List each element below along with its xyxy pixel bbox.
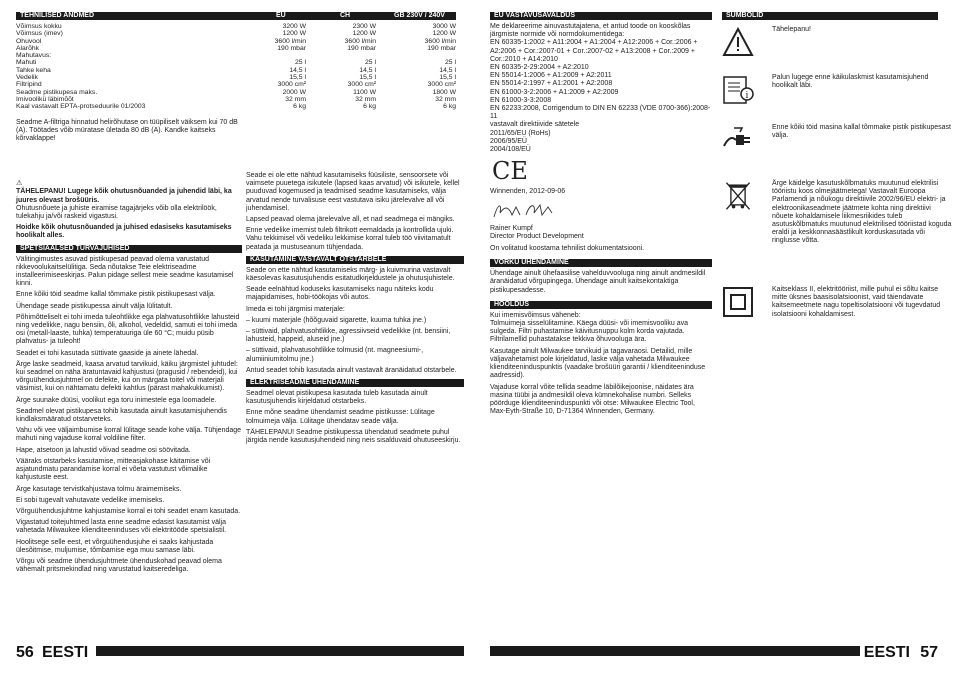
elec-paragraph: Seadmel olevat pistikupesa kasutada tuleb kasutada ainult kasutusjuhendis kirjeldatud otstarbeks. bbox=[246, 390, 428, 406]
elec-title: ELEKTRISEADME ÜHENDAMINE bbox=[246, 379, 464, 387]
spec-cell-eu: 15,5 l bbox=[289, 74, 306, 82]
safety-paragraph: Seadet ei tohi kasutada süttivate gaaside ja ainete lähedal. bbox=[16, 349, 199, 357]
left-col-a bbox=[16, 172, 242, 577]
spec-cell-gb: 25 l bbox=[445, 59, 456, 67]
spec-cell-eu: 1200 W bbox=[282, 30, 306, 38]
symbol-text-class-ii: Kaitseklass II, elektritööriist, mille puhul ei sõltu kaitse mitte üksnes baasisolatsioonist, vaid täiendavate kaitsemeetmete nagu topeltisolatsiooni või tugevdatud isolatsiooni kohaldamisest. bbox=[772, 286, 941, 318]
spec-cell-ch: 190 mbar bbox=[347, 44, 376, 52]
eu-text: Me deklareerime ainuvastutajatena, et antud toode on kooskõlas järgmiste normide või normdokumentidega: EN 60335-1:2002 + A11:2004 + A1:2004 + A12:2006 + Cor.:2006 + A2:2006 + Cor.:2007-01 + Cor.:2007-02 + A13:2008 + Cor.:2009 + Cor.:2010 + A14:2010 EN 60335-2-29:2004 + A2:2010 EN 55014-1:2006 + A1:2009 + A2:2011 EN 55014-2:1997 + A1:2001 + A2:2008 EN 61000-3-2:2006 + A1:2009 + A2:2009 EN 61000-3-3:2008 EN 62233:2008, Corrigendum to DIN EN 62233 (VDE 0700-366):2008-11 vastavalt direktiivide sätetele 2011/65/EU (RoHs) 2006/95/EÜ 2004/108/EÜ bbox=[490, 23, 711, 154]
spec-cell-label: Kaal vastavalt EPTA-protseduurile 01/2003 bbox=[16, 103, 146, 111]
spec-cell-gb: 32 mm bbox=[435, 95, 456, 103]
authorized-note: On volitatud koostama tehnilist dokumentatsiooni. bbox=[490, 245, 645, 253]
right-footer bbox=[490, 646, 938, 662]
maint-paragraph: Kui imemisvõimsus väheneb: Tolmuimeja sisselülitamine. Käega düüsi- või imemisvooliku ava sulgeda. Filtri puhastamise käivitusnuppu kolm korda vajutada. Filtrilamellid puhastatakse tekkiva õhuvooluga ära. bbox=[490, 311, 689, 344]
spec-row bbox=[16, 30, 456, 37]
symbols-title: SÜMBOLID bbox=[722, 12, 938, 20]
safety-paragraph: Seadmel olevat pistikupesa tohib kasutada ainult kasutamisjuhendis kindlaksmääratud otstarveteks. bbox=[16, 407, 227, 424]
signature bbox=[490, 199, 560, 221]
safety-paragraphs bbox=[16, 256, 242, 575]
intro-paragraphs bbox=[246, 172, 464, 252]
warning-keep: Hoidke kõik ohutusnõuanded ja juhised edasiseks kasutamiseks hoolikalt alles. bbox=[16, 224, 232, 240]
spec-row bbox=[16, 81, 456, 88]
eu-title: EÜ VASTAVUSAVALDUS bbox=[490, 12, 712, 20]
spec-header bbox=[16, 12, 456, 20]
symbol-text-warning: Tähelepanu! bbox=[772, 26, 811, 33]
spec-cell-label: Tahke keha bbox=[16, 66, 51, 74]
spec-cell-ch: 1100 W bbox=[353, 88, 376, 96]
symbol-row-manual bbox=[722, 74, 938, 124]
spec-col-gb: GB 230V / 240V bbox=[394, 12, 445, 19]
spec-cell-eu: 14,5 l bbox=[289, 66, 306, 74]
spec-cell-gb: 3600 l/min bbox=[424, 37, 456, 45]
safety-paragraph: Hape, atsetoon ja lahustid võivad seadme osi söövitada. bbox=[16, 446, 191, 454]
noise-note: Seadme A-filtriga hinnatud helirõhutase on tüüpiliselt väiksem kui 70 dB (A). Töötades võib müratase ületada 80 dB (A). Kandke kaitseks kõrvaklappe! bbox=[16, 118, 238, 142]
symbol-text-weee: Ärge käidelge kasutuskõlbmatuks muutunud elektrilisi tööriistu koos olmejäätmetega! Vastavalt Euroopa Parlamendi ja nõukogu direktiivile 2002/96/EÜ elektri- ja elektroonikaseadmete jäätmete kohta ning direktiivi nõuete kohaldamisele liikmesriikides tuleb asutuskõlbmatuks muutunud elektrilised tööriistad koguda eraldi ja keskkonnasäästlikult korduskasutada või ringlusse võtta. bbox=[772, 180, 952, 245]
intro-paragraph: Enne vedelike imemist tuleb filtrikott eemaldada ja kontrollida ujuki. Vahu tekkimisel või vedeliku lekkimise korral tuleb töö viivitamatult peatada ja mustuseanum tühjendada. bbox=[246, 227, 454, 251]
safety-paragraph: Välitingimustes asuvad pistikupesad peavad olema varustatud rikkevoolukaitselülitiga. Seda nõutakse Teie elektriseadme installeerimiseeskirjas. Palun pidage sellest meie seadme kasutamisel kinni. bbox=[16, 255, 234, 288]
safety-paragraph: Ärge laske seadmeid, kaasa arvatud tarvikuid, käiku järgmistel juhtudel: kui seadmel on näha äratuntavaid kahjustusi (pragusid / rebendeid), kui võrguühendusjuhtmel on defekte, kui on märgata toitel või materjali väsimist, kui on nähtamatu defekti kahtlus (pärast mahakukkumist). bbox=[16, 360, 238, 393]
left-page-number: 56 bbox=[16, 644, 34, 661]
warning-text: Ohutusnõuete ja juhiste eiramise tagajärjeks võib olla elektrilöök, tulekahju ja/või raskeid vigastusi. bbox=[16, 204, 217, 221]
warning-bold: TÄHELEPANU! Lugege kõik ohutusnõuanded ja juhendid läbi, ka juures olevast brošüüris. bbox=[16, 188, 232, 204]
spec-cell-gb: 190 mbar bbox=[427, 44, 456, 52]
usage-paragraph: Imeda ei tohi järgmisi materjale: bbox=[246, 305, 345, 313]
safety-paragraph: Vigastatud toitejuhtmed lasta enne seadme edasist kasutamist välja vahetada Milwaukee klienditeeninduses või elektritööde spetsialistil. bbox=[16, 519, 227, 535]
safety-paragraph: Põhimõtteliselt ei tohi imeda tuleohtlikke ega plahvatusohtlikke lahusteid ning vedelikke, nagu bensiin, õli, alkohol, vedeldid, samuti ei tohi imeda osi (metall-laaste, tuhka) temperatuuriga üle 60 °C; muidu püsib plahvatus- ja tuleoht! bbox=[16, 313, 240, 346]
safety-paragraph: Võrguühendusjuhtme kahjustamise korral ei tohi seadet enam kasutada. bbox=[16, 507, 241, 515]
spec-table bbox=[16, 23, 456, 111]
spec-cell-label: Seadme pistikupesa maks. bbox=[16, 88, 98, 96]
right-footer-bar bbox=[490, 646, 860, 656]
spec-row bbox=[16, 67, 456, 74]
safety-paragraph: Ei sobi tugevalt vahutavate vedelike imemiseks. bbox=[16, 496, 165, 504]
usage-paragraph: – kuumi materjale (hõõguvaid sigarette, kuuma tuhka jne.) bbox=[246, 316, 427, 324]
usage-title: KASUTAMINE VASTAVALT OTSTARBELE bbox=[246, 256, 464, 264]
spec-section bbox=[16, 12, 456, 146]
spec-cell-eu: 190 mbar bbox=[277, 44, 306, 52]
spec-col-ch: CH bbox=[340, 12, 351, 19]
elec-paragraph: TÄHELEPANU! Seadme pistikupessa ühendatud seadmete puhul järgida nende kasutusjuhendeid ning neis sisalduvaid ohutuseeskirju. bbox=[246, 428, 461, 445]
spec-cell-eu: 2000 W bbox=[282, 88, 306, 96]
weee-bin-icon bbox=[722, 180, 754, 212]
safety-title: SPETSIAALSED TURVAJUHISED bbox=[16, 245, 242, 253]
grid-title: VÕRKU ÜHENDAMINE bbox=[490, 259, 712, 267]
spec-cell-ch: 32 mm bbox=[355, 95, 376, 103]
spec-row bbox=[16, 74, 456, 81]
spec-cell-label: Mahutavus: bbox=[16, 52, 52, 60]
place-date: Winnenden, 2012-09-06 bbox=[490, 188, 566, 196]
spec-cell-eu bbox=[226, 52, 306, 59]
spec-cell-label: Võimsus kokku bbox=[16, 23, 62, 30]
spec-cell-ch bbox=[306, 52, 376, 59]
spec-cell-eu: 3600 l/min bbox=[274, 37, 306, 45]
spec-cell-ch: 15,5 l bbox=[359, 74, 376, 82]
safety-paragraph: Ärge suunake düüsi, voolikut ega toru inimestele ega loomadele. bbox=[16, 396, 217, 404]
symbol-text-manual: Palun lugege enne käikulaskmist kasutamisjuhend hoolikalt läbi. bbox=[772, 74, 929, 90]
usage-paragraph: – süttivaid, plahvatusohtlikke, agressiivseid vedelikke (nt. bensiini, lahusteid, happeid, aluseid jne.) bbox=[246, 328, 451, 344]
spec-row bbox=[16, 103, 456, 110]
spec-cell-ch: 2300 W bbox=[352, 23, 376, 30]
symbol-row-weee bbox=[722, 180, 952, 286]
unplug-icon bbox=[722, 124, 754, 156]
maint-paragraph: Vajaduse korral võite tellida seadme läbilõikejoonise, näidates ära masina tüübi ja andmesildil oleva kümnekohalise numbri. Selleks pöörduge klienditeeninduspunkti või otse: Milwaukee Electric Tool, Max-Eyth-Straße 10, D-71364 Winnenden, Germany. bbox=[490, 383, 695, 416]
spec-row bbox=[16, 38, 456, 45]
intro-paragraph: Lapsed peavad olema järelevalve all, et nad seadmega ei mängiks. bbox=[246, 216, 455, 224]
safety-paragraph: Vääraks otstarbeks kasutamise, mitteasjakohase käitamise või asjatundmatu parandamise korral ei võeta vastutust võimalike kahjustuste eest. bbox=[16, 457, 211, 482]
spec-cell-label: Võimsus (imev) bbox=[16, 30, 63, 38]
symbol-row-warning bbox=[722, 26, 938, 74]
spec-cell-gb: 6 kg bbox=[443, 103, 456, 111]
spec-cell-gb bbox=[376, 52, 456, 59]
usage-paragraph: Seade eelnähtud koduseks kasutamiseks nagu näiteks kodu majapidamises, hobi-töökojas või autos. bbox=[246, 286, 434, 302]
spec-cell-eu: 25 l bbox=[295, 59, 306, 67]
spec-row bbox=[16, 59, 456, 66]
spec-cell-gb: 1800 W bbox=[432, 88, 456, 96]
spec-cell-ch: 25 l bbox=[365, 59, 376, 67]
safety-paragraph: Vahu või vee väljaimbumise korral lülitage seade kohe välja. Tühjendage mahuti ning vajaduse korral voldiline filter. bbox=[16, 427, 242, 443]
right-page-number: 57 bbox=[920, 644, 938, 661]
spec-cell-eu: 3000 cm² bbox=[277, 81, 306, 89]
spec-row bbox=[16, 45, 456, 52]
left-col-b bbox=[246, 172, 464, 448]
usage-paragraph: Seade on ette nähtud kasutamiseks märg- ja kuivmurina vastavalt käesolevas kasutusjuhendis esitatudkirjeldustele ja ohutusjuhistele. bbox=[246, 266, 455, 283]
spec-cell-eu: 32 mm bbox=[285, 95, 306, 103]
spec-row bbox=[16, 96, 456, 103]
spec-cell-ch: 3000 cm² bbox=[347, 81, 376, 89]
spec-cell-ch: 1200 W bbox=[352, 30, 376, 38]
elec-paragraph: Enne mõne seadme ühendamist seadme pistikusse: Lülitage tolmuimeja välja. Lülitage ühendatav seade välja. bbox=[246, 409, 435, 425]
usage-paragraphs bbox=[246, 267, 464, 375]
spec-cell-gb: 15,5 l bbox=[439, 74, 456, 82]
left-footer bbox=[16, 646, 464, 662]
warning-icon: ⚠ bbox=[16, 180, 23, 188]
safety-paragraph: Võrgu või seadme ühendusjuhtmete ühenduskohad peavad olema vähemalt pritsmekindlad ning varustatud kaitseredeliga. bbox=[16, 557, 222, 574]
spec-row bbox=[16, 52, 456, 59]
warning-block bbox=[16, 172, 242, 221]
left-page-lang: EESTI bbox=[42, 644, 89, 661]
spec-col-eu: EU bbox=[276, 12, 286, 19]
eu-section bbox=[490, 12, 712, 419]
spec-row bbox=[16, 89, 456, 96]
usage-paragraph: – süttivaid, plahvatusohtlikke tolmusid (nt. magneesiumi-, alumiiniumitolmu jne.) bbox=[246, 347, 424, 363]
spec-cell-eu: 3200 W bbox=[282, 23, 306, 30]
svg-text:i: i bbox=[745, 91, 749, 101]
spec-cell-gb: 3000 W bbox=[432, 23, 456, 30]
ce-mark: CE bbox=[492, 157, 528, 186]
spec-cell-gb: 1200 W bbox=[432, 30, 456, 38]
maint-paragraph: Kasutage ainult Milwaukee tarvikuid ja tagavaraosi. Detailid, mille väljavahetamist pole kirjeldatud, laske välja vahetada Milwaukee klienditeeninduspunktis (vaadake brošüüri garantii / klienditeeninduse aadressid). bbox=[490, 347, 706, 380]
spec-row bbox=[16, 23, 456, 30]
signer-role: Director Product Development bbox=[490, 232, 584, 240]
spec-cell-eu: 6 kg bbox=[293, 103, 306, 111]
safety-paragraph: Ühendage seade pistikupessa ainult välja lülitatult. bbox=[16, 302, 173, 310]
spec-title: TEHNILISED ANDMED bbox=[20, 12, 95, 19]
spec-cell-label: Alarõhk bbox=[16, 44, 40, 52]
symbols-section bbox=[722, 12, 952, 346]
left-footer-bar bbox=[96, 646, 464, 656]
spec-cell-gb: 14,5 l bbox=[439, 66, 456, 74]
maint-paragraphs bbox=[490, 312, 712, 416]
spec-cell-ch: 14,5 l bbox=[359, 66, 376, 74]
spec-cell-gb: 3000 cm² bbox=[427, 81, 456, 89]
maint-title: HOOLDUS bbox=[490, 301, 712, 309]
symbol-row-class-ii bbox=[722, 286, 941, 346]
spec-cell-label: Õhuvool bbox=[16, 37, 42, 45]
right-page-lang: EESTI bbox=[863, 644, 910, 661]
symbol-row-unplug bbox=[722, 124, 951, 180]
elec-paragraphs bbox=[246, 390, 464, 445]
spec-cell-label: Vedelik bbox=[16, 74, 38, 82]
spec-cell-label: Mahuti bbox=[16, 59, 37, 67]
spec-cell-ch: 3600 l/min bbox=[344, 37, 376, 45]
safety-paragraph: Hoolitsege selle eest, et võrguühendusjuhe ei saaks kahjustada ülesõitmise, muljumise, tõmbamise ega muu samase läbi. bbox=[16, 538, 214, 554]
usage-paragraph: Antud seadet tohib kasutada ainult vastavalt äranäidatud otstarbele. bbox=[246, 366, 457, 374]
spec-cell-label: Filtripind bbox=[16, 81, 42, 89]
grid-text: Ühendage ainult ühefaasilise vahelduvvooluga ning ainult andmesildil äranäidatud võrgupingega. Ühendage ainult kaitsekontaktiga pistikupesadesse. bbox=[490, 270, 706, 294]
manual-icon bbox=[722, 74, 754, 106]
warning-icon bbox=[722, 26, 754, 58]
spec-cell-ch: 6 kg bbox=[363, 103, 376, 111]
safety-paragraph: Enne kõiki töid seadme kallal tõmmake pistik pistikupesast välja. bbox=[16, 291, 216, 299]
symbols-list bbox=[722, 26, 952, 346]
spec-cell-label: Imivoolikü läbimõõt bbox=[16, 95, 74, 103]
symbol-text-unplug: Enne kõiki töid masina kallal tõmmake pistik pistikupesast välja. bbox=[772, 124, 951, 140]
safety-paragraph: Ärge kasutage tervistkahjustava tolmu äraimemiseks. bbox=[16, 485, 182, 493]
signer-name: Rainer Kumpf bbox=[490, 224, 533, 232]
class-ii-icon bbox=[722, 286, 754, 318]
intro-paragraph: Seade ei ole ette nähtud kasutamiseks füüsiliste, sensoorsete või vaimsete puuetega isikutele (lapsed kaas arvatud) või isikutele, kellel puuduvad kogemused ja teadmised seadme kasutamiseks, välja arvatud nende turvalisuse eest vastutava isiku järelevalve all või juhendamisel. bbox=[246, 172, 460, 212]
